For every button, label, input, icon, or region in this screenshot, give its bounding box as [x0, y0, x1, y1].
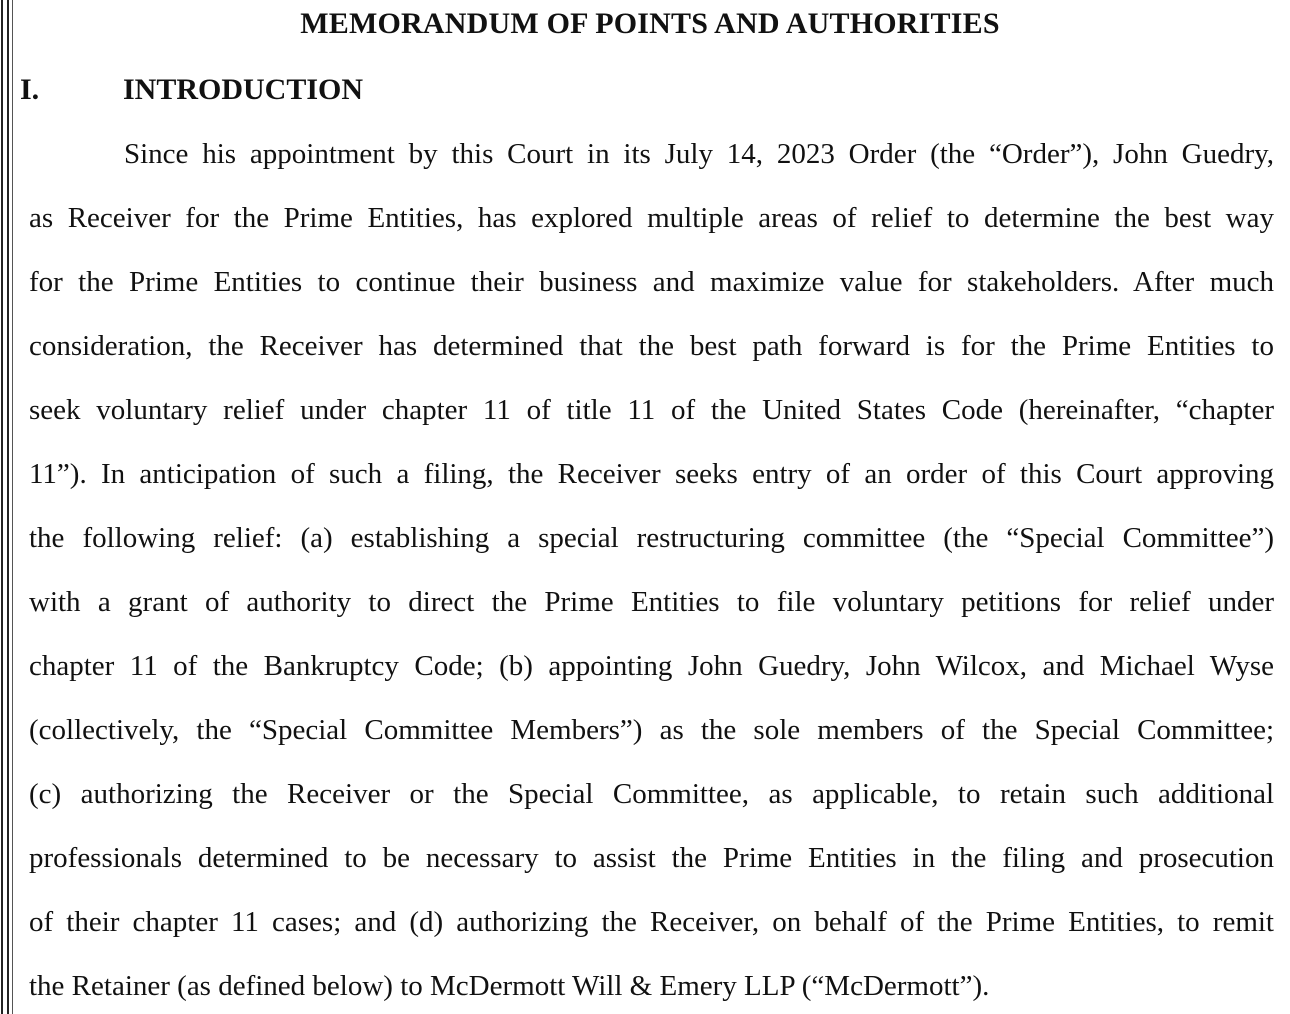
- paragraph-line: consideration, the Receiver has determined that the best path forward is for the Prime Entities to: [29, 330, 1274, 362]
- paragraph-line: for the Prime Entities to continue their business and maximize value for stakeholders. After much: [29, 266, 1274, 298]
- section-number: I.: [20, 73, 40, 106]
- paragraph-line: the Retainer (as defined below) to McDermott Will & Emery LLP (“McDermott”).: [29, 970, 990, 1002]
- paragraph-line: the following relief: (a) establishing a special restructuring committee (the “Special Committee”): [29, 522, 1274, 554]
- paragraph-line: Since his appointment by this Court in its July 14, 2023 Order (the “Order”), John Guedry,: [124, 138, 1274, 170]
- paragraph-line: with a grant of authority to direct the Prime Entities to file voluntary petitions for relief under: [29, 586, 1274, 618]
- paragraph-line: (c) authorizing the Receiver or the Special Committee, as applicable, to retain such additional: [29, 778, 1274, 810]
- paragraph-line: of their chapter 11 cases; and (d) authorizing the Receiver, on behalf of the Prime Entities, to remit: [29, 906, 1274, 938]
- section-title: INTRODUCTION: [123, 73, 364, 106]
- paragraph-line: chapter 11 of the Bankruptcy Code; (b) appointing John Guedry, John Wilcox, and Michael Wyse: [29, 650, 1274, 682]
- paragraph-line: 11”). In anticipation of such a filing, the Receiver seeks entry of an order of this Court approving: [29, 458, 1274, 490]
- document-heading: MEMORANDUM OF POINTS AND AUTHORITIES: [300, 7, 1000, 40]
- paragraph-line: as Receiver for the Prime Entities, has explored multiple areas of relief to determine the best way: [29, 202, 1274, 234]
- paragraph-line: (collectively, the “Special Committee Members”) as the sole members of the Special Committee;: [29, 714, 1274, 746]
- paragraph-line: professionals determined to be necessary to assist the Prime Entities in the filing and prosecution: [29, 842, 1274, 874]
- paragraph-line: seek voluntary relief under chapter 11 of title 11 of the United States Code (hereinafter, “chapter: [29, 394, 1274, 426]
